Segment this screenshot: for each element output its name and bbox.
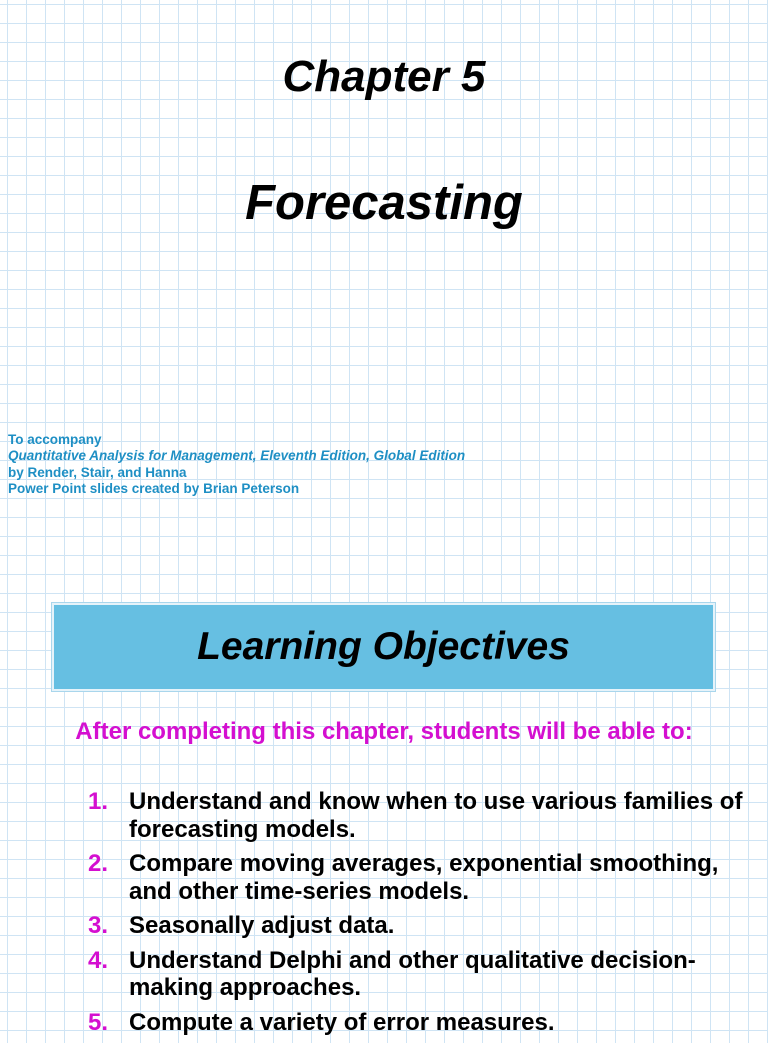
credits-accompany: To accompany: [8, 432, 102, 447]
objectives-intro: After completing this chapter, students will be able to:: [75, 718, 693, 745]
objective-number: 3.: [88, 912, 109, 939]
credits-slides-by: Power Point slides created by Brian Peterson: [8, 480, 300, 496]
objective-text: Understand Delphi and other qualitative decision-making approaches.: [129, 946, 696, 1001]
objective-number: 1.: [88, 788, 109, 815]
chapter-title: Chapter 5: [282, 52, 486, 101]
objective-text: Compute a variety of error measures.: [129, 1008, 555, 1036]
credits-block: [8, 432, 465, 497]
chapter-subtitle: Forecasting: [245, 176, 523, 230]
objective-item: [88, 788, 748, 843]
learning-objectives-banner: [52, 603, 715, 691]
credits-authors: by Render, Stair, and Hanna: [8, 464, 187, 480]
objective-item: [88, 912, 748, 940]
credits-book-title: Quantitative Analysis for Management, Eleventh Edition, Global Edition: [8, 448, 466, 464]
objective-item: [88, 850, 748, 905]
objective-text: Compare moving averages, exponential smoothing, and other time-series models.: [129, 850, 719, 905]
learning-objectives-heading: Learning Objectives: [197, 625, 570, 668]
objectives-list: [88, 788, 748, 1043]
objective-number: 5.: [88, 1008, 109, 1036]
objective-item: [88, 947, 748, 1002]
objective-number: 4.: [88, 946, 109, 974]
objective-text: Understand and know when to use various families of forecasting models.: [129, 788, 743, 843]
objective-item: [88, 1009, 748, 1037]
objective-number: 2.: [88, 850, 109, 877]
objective-text: Seasonally adjust data.: [129, 912, 395, 939]
